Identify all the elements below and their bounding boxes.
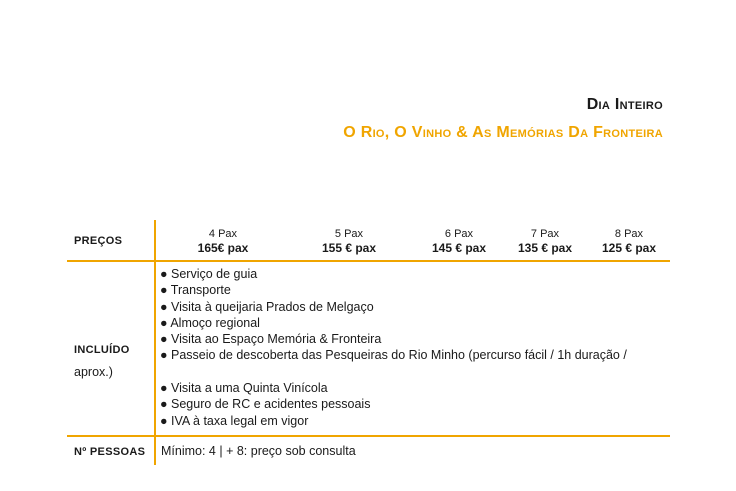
- price-value: 165€ pax: [197, 241, 249, 255]
- pax-label: 4 Pax: [208, 228, 238, 240]
- list-item: ● Transporte: [160, 283, 231, 298]
- price-column-5: [314, 228, 384, 255]
- included-label: INCLUÍDO: [74, 344, 130, 356]
- list-item: ● Visita a uma Quinta Vinícola: [160, 381, 328, 396]
- list-item: ● Seguro de RC e acidentes pessoais: [160, 397, 371, 412]
- price-value: 155 € pax: [321, 241, 377, 255]
- list-item: ● Serviço de guia: [160, 267, 258, 281]
- price-value: 145 € pax: [431, 241, 487, 255]
- list-item-continuation: aprox.): [74, 364, 113, 379]
- list-item: ● Visita à queijaria Prados de Melgaço: [160, 299, 374, 314]
- vertical-divider-people: [154, 437, 156, 465]
- price-value: 125 € pax: [601, 241, 657, 255]
- vertical-divider-included: [154, 262, 156, 436]
- price-column-7: [510, 228, 580, 255]
- vertical-divider-prices: [154, 220, 156, 262]
- pax-label: 6 Pax: [444, 228, 474, 240]
- price-column-4: [190, 228, 256, 255]
- subtitle: O Rio, O Vinho & As Memórias Da Fronteira: [343, 124, 663, 141]
- price-column-8: [594, 228, 664, 255]
- horizontal-divider-2: [67, 435, 670, 437]
- people-value: Mínimo: 4 | + 8: preço sob consulta: [161, 444, 356, 458]
- list-item: ● Visita ao Espaço Memória & Fronteira: [160, 332, 382, 347]
- list-item: ● IVA à taxa legal em vigor: [160, 413, 309, 428]
- prices-label: PREÇOS: [74, 235, 123, 247]
- people-label: Nº PESSOAS: [74, 446, 146, 458]
- price-column-6: [424, 228, 494, 255]
- pax-label: 8 Pax: [614, 228, 644, 240]
- price-value: 135 € pax: [517, 241, 573, 255]
- pax-label: 7 Pax: [530, 228, 560, 240]
- title: Dia Inteiro: [586, 96, 663, 113]
- pax-label: 5 Pax: [334, 228, 364, 240]
- horizontal-divider-1: [67, 260, 670, 262]
- list-item: ● Passeio de descoberta das Pesqueiras do Rio Minho (percurso fácil / 1h duração /: [160, 348, 627, 363]
- list-item: ● Almoço regional: [160, 315, 260, 330]
